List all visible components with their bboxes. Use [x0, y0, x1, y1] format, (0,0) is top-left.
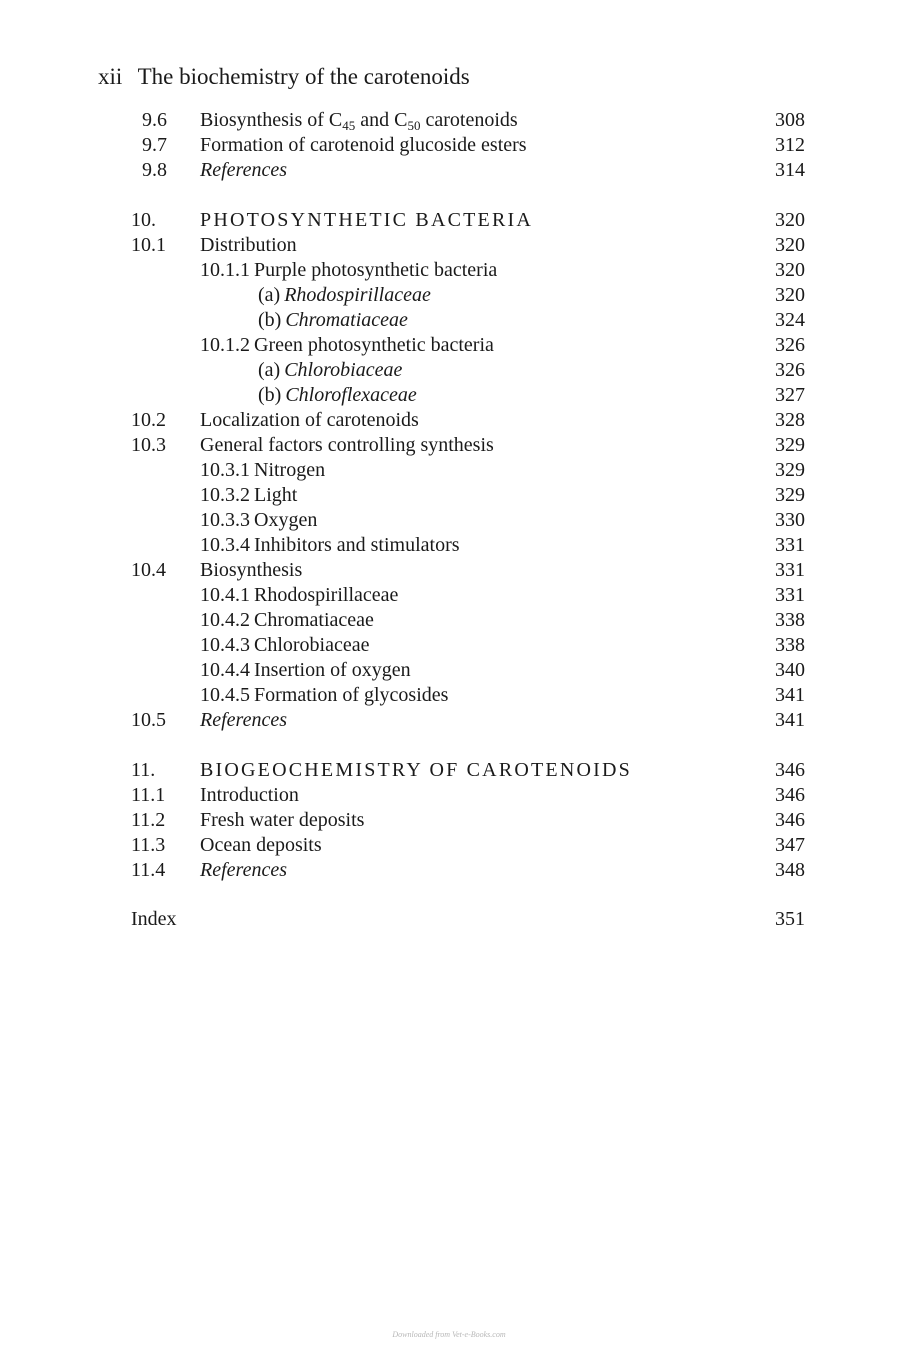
toc-entry	[0, 808, 898, 833]
entry-number: 11.3	[131, 834, 166, 856]
entry-title: (a) Rhodospirillaceae	[258, 284, 431, 306]
entry-title: 10.4.5 Formation of glycosides	[200, 684, 449, 706]
chapter-number: 11.	[131, 759, 156, 781]
toc-subentry	[0, 633, 898, 658]
entry-number: 10.1	[131, 234, 166, 256]
entry-page: 320	[775, 259, 805, 281]
entry-title: Fresh water deposits	[200, 809, 365, 831]
entry-page: 341	[775, 709, 805, 731]
chapter-title: BIOGEOCHEMISTRY OF CAROTENOIDS	[200, 759, 632, 781]
entry-page: 326	[775, 334, 805, 356]
entry-title: (a) Chlorobiaceae	[258, 359, 403, 381]
toc-entry	[0, 833, 898, 858]
download-watermark: Downloaded from Vet-e-Books.com	[392, 1330, 506, 1339]
header-book-title: The biochemistry of the carotenoids	[137, 64, 470, 89]
entry-page: 340	[775, 659, 805, 681]
entry-title: 10.3.4 Inhibitors and stimulators	[200, 534, 460, 556]
entry-number: 10.4	[131, 559, 166, 581]
entry-number: 10.5	[131, 709, 166, 731]
entry-title: 10.4.1 Rhodospirillaceae	[200, 584, 399, 606]
toc-entry	[0, 708, 898, 733]
header-page-number: xii	[98, 64, 123, 89]
entry-number: 9.6	[142, 109, 167, 131]
entry-page: 330	[775, 509, 805, 531]
entry-page: 312	[775, 134, 805, 156]
entry-number: 10.3	[131, 434, 166, 456]
entry-title: 10.4.2 Chromatiaceae	[200, 609, 374, 631]
chapter-number: 10.	[131, 209, 156, 231]
toc-subsubentry	[0, 358, 898, 383]
entry-page: 320	[775, 234, 805, 256]
entry-title: Ocean deposits	[200, 834, 322, 856]
entry-page: 327	[775, 384, 805, 406]
entry-page: 346	[775, 809, 805, 831]
running-header	[98, 64, 470, 90]
entry-page: 326	[775, 359, 805, 381]
toc-subsubentry	[0, 383, 898, 408]
entry-page: 324	[775, 309, 805, 331]
entry-number: 11.4	[131, 859, 166, 881]
entry-page: 329	[775, 484, 805, 506]
entry-page: 338	[775, 609, 805, 631]
toc-subentry	[0, 333, 898, 358]
toc-subentry	[0, 683, 898, 708]
entry-title: 10.4.3 Chlorobiaceae	[200, 634, 370, 656]
entry-title: (b) Chloroflexaceae	[258, 384, 417, 406]
entry-page: 331	[775, 584, 805, 606]
entry-title: 10.1.2 Green photosynthetic bacteria	[200, 334, 494, 356]
entry-title: (b) Chromatiaceae	[258, 309, 408, 331]
entry-title: Biosynthesis of $C_{45}$ and $C_{50}$ carotenoids	[200, 109, 518, 133]
entry-page: 341	[775, 684, 805, 706]
entry-title: 10.4.4 Insertion of oxygen	[200, 659, 411, 681]
toc-entry	[0, 408, 898, 433]
toc-subentry	[0, 658, 898, 683]
chapter-title: PHOTOSYNTHETIC BACTERIA	[200, 209, 534, 231]
entry-page: 346	[775, 784, 805, 806]
entry-title: References	[200, 859, 287, 881]
toc-entry	[0, 158, 898, 183]
entry-page: 308	[775, 109, 805, 131]
entry-title: References	[200, 159, 287, 181]
entry-page: 328	[775, 409, 805, 431]
toc-subsubentry	[0, 308, 898, 333]
toc-subentry	[0, 533, 898, 558]
entry-title: Introduction	[200, 784, 299, 806]
entry-title: Biosynthesis	[200, 559, 303, 581]
toc-entry	[0, 108, 898, 133]
entry-title: References	[200, 709, 287, 731]
entry-title: 10.3.2 Light	[200, 484, 298, 506]
toc-subentry	[0, 258, 898, 283]
entry-page: 320	[775, 209, 805, 231]
toc-entry	[0, 133, 898, 158]
index-label: Index	[131, 908, 177, 930]
entry-page: 329	[775, 434, 805, 456]
entry-title: 10.3.1 Nitrogen	[200, 459, 326, 481]
entry-number: 9.8	[142, 159, 167, 181]
entry-page: 351	[775, 908, 805, 930]
entry-title: Distribution	[200, 234, 297, 256]
entry-title: Formation of carotenoid glucoside esters	[200, 134, 527, 156]
entry-title: General factors controlling synthesis	[200, 434, 494, 456]
entry-number: 9.7	[142, 134, 167, 156]
toc-subentry	[0, 483, 898, 508]
entry-page: 338	[775, 634, 805, 656]
entry-number: 11.2	[131, 809, 166, 831]
entry-page: 329	[775, 459, 805, 481]
toc-index-entry	[0, 907, 898, 932]
entry-page: 346	[775, 759, 805, 781]
entry-page: 320	[775, 284, 805, 306]
toc-entry	[0, 433, 898, 458]
entry-page: 347	[775, 834, 805, 856]
toc-entry	[0, 233, 898, 258]
toc-subentry	[0, 583, 898, 608]
toc-chapter	[0, 208, 898, 233]
entry-page: 348	[775, 859, 805, 881]
entry-page: 331	[775, 559, 805, 581]
toc-entry	[0, 558, 898, 583]
entry-page: 314	[775, 159, 805, 181]
toc-subentry	[0, 458, 898, 483]
toc-chapter	[0, 758, 898, 783]
entry-title: Localization of carotenoids	[200, 409, 419, 431]
toc-subsubentry	[0, 283, 898, 308]
toc-subentry	[0, 508, 898, 533]
entry-number: 11.1	[131, 784, 166, 806]
toc-subentry	[0, 608, 898, 633]
entry-title: 10.3.3 Oxygen	[200, 509, 318, 531]
entry-page: 331	[775, 534, 805, 556]
toc-entry	[0, 783, 898, 808]
toc-entry	[0, 858, 898, 883]
entry-title: 10.1.1 Purple photosynthetic bacteria	[200, 259, 498, 281]
entry-number: 10.2	[131, 409, 166, 431]
